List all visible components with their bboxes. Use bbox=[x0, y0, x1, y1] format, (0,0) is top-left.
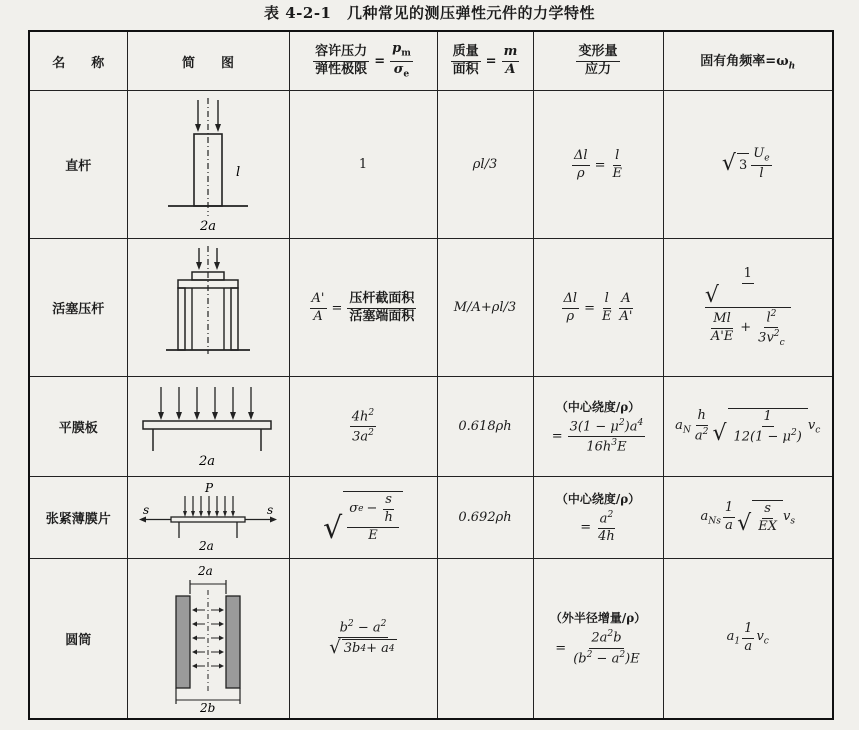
pressure-value: √ σ e − $\frac{s}{h}$ E bbox=[289, 477, 437, 559]
diagram-flat-diaphragm bbox=[127, 377, 289, 477]
header-frequency: 固有角频率$=\omega_h$ bbox=[663, 31, 833, 91]
diagram-piston-rod bbox=[127, 239, 289, 377]
frequency-value: 1 √ Ml A'E + $\frac{l^2}{3v^2_c}$ bbox=[663, 239, 833, 377]
row-name: 张紧薄膜片 bbox=[29, 477, 127, 559]
rod-length-label: l bbox=[236, 164, 241, 180]
rod-width-label: 2a bbox=[200, 218, 217, 234]
header-row bbox=[29, 31, 833, 91]
cylinder-diagram bbox=[148, 562, 268, 714]
table-row bbox=[29, 377, 833, 477]
table-caption: 表 4-2-1 几种常见的测压弹性元件的力学特性 bbox=[264, 4, 595, 22]
deform-value: （中心绕度/ρ） = $\frac{a^2}{4h}$ bbox=[533, 477, 663, 559]
table-row bbox=[29, 559, 833, 719]
diaphragm-width-label: 2a bbox=[199, 453, 216, 469]
header-name: 名 称 bbox=[29, 31, 127, 91]
frequency-value: $a_{Ns}$ 1 a √ s EX $v_s$ bbox=[663, 477, 833, 559]
header-diagram: 简 图 bbox=[127, 31, 289, 91]
table-row bbox=[29, 239, 833, 377]
pressure-value: $\frac{4h^2}{3a^2}$ bbox=[289, 377, 437, 477]
frequency-value: √ 3 $U_e$ l bbox=[663, 91, 833, 239]
row-name: 直杆 bbox=[29, 91, 127, 239]
mass-value: 0.618ρh bbox=[437, 377, 533, 477]
diagram-tensioned-membrane bbox=[127, 477, 289, 559]
frequency-value: $a_1$ 1 a $v_c$ bbox=[663, 559, 833, 719]
deform-value: （外半径增量/ρ） = $\frac{2a^2b}{(b^2 - a^2)E}$ bbox=[533, 559, 663, 719]
membrane-width-label: 2a bbox=[199, 538, 214, 553]
header-pressure: 容许压力 弹性极限 = $\frac{p_m}{\sigma_e}$ bbox=[289, 31, 437, 91]
mass-value: 0.692ρh bbox=[437, 477, 533, 559]
row-name: 活塞压杆 bbox=[29, 239, 127, 377]
pressure-value: 1 bbox=[289, 91, 437, 239]
row-name: 平膜板 bbox=[29, 377, 127, 477]
membrane-pressure-label: P bbox=[205, 480, 214, 495]
mass-value: M/A+ρl/3 bbox=[437, 239, 533, 377]
pressure-value: $\frac{A'}{A}$ = 压杆截面积 活塞端面积 bbox=[289, 239, 437, 377]
cylinder-inner-label: 2a bbox=[198, 564, 213, 579]
elastic-elements-table bbox=[28, 30, 834, 720]
diagram-straight-rod bbox=[127, 91, 289, 239]
mass-value: ρl/3 bbox=[437, 91, 533, 239]
deform-value: （中心绕度/ρ） = $\frac{3(1 - \mu^2)a^4}{16h^3E}$ bbox=[533, 377, 663, 477]
mass-value bbox=[437, 559, 533, 719]
header-deform: 变形量 应力 bbox=[533, 31, 663, 91]
cylinder-outer-label: 2b bbox=[200, 701, 216, 715]
straight-rod-diagram bbox=[148, 96, 268, 234]
header-mass: 质量 面积 = $\frac{m}{A}$ bbox=[437, 31, 533, 91]
pressure-value: $b^2 - a^2$ √ 3b 4 + a 4 bbox=[289, 559, 437, 719]
frequency-value: $a_N$ h $a^2$ √ 1 $12(1 - \mu^2)$ $v_c$ bbox=[663, 377, 833, 477]
table-row bbox=[29, 91, 833, 239]
diagram-cylinder bbox=[127, 559, 289, 719]
row-name: 圆筒 bbox=[29, 559, 127, 719]
table-row bbox=[29, 477, 833, 559]
tension-right-label: s bbox=[267, 502, 274, 517]
deform-value: $\frac{\Delta l}{\rho}$ = $\frac{l}{E}$ A A' bbox=[533, 239, 663, 377]
tension-left-label: s bbox=[143, 502, 150, 517]
piston-rod-diagram bbox=[148, 244, 268, 372]
deform-value: $\frac{\Delta l}{\rho}$ = $\frac{l}{E}$ bbox=[533, 91, 663, 239]
tensioned-membrane-diagram bbox=[133, 480, 283, 556]
flat-diaphragm-diagram bbox=[133, 381, 283, 473]
